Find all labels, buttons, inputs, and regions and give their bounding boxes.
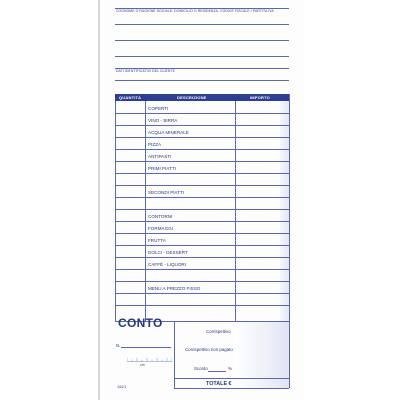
row-rule	[115, 197, 289, 198]
item-label: FRUTTA	[148, 238, 166, 243]
row-rule	[115, 257, 289, 258]
item-label: CONTORNI	[148, 214, 173, 219]
conto-title: CONTO	[118, 316, 163, 330]
item-label: PRIMI PIATTI	[148, 166, 176, 171]
item-label: DOLCI - DESSERT	[148, 250, 188, 255]
amount-column-shade	[280, 101, 289, 321]
corrispettivo-non-pagato-label: Corrispettivo non pagato	[185, 347, 233, 352]
header-rule-4	[115, 68, 289, 69]
page-edge-shadow	[98, 0, 100, 400]
row-rule	[115, 137, 289, 138]
receipt-number-label: N.	[116, 343, 121, 348]
item-label: ACQUA MINERALE	[148, 130, 189, 135]
item-label: MENÙ A PREZZO FISSO	[148, 286, 201, 291]
row-rule	[115, 233, 289, 234]
percent-sign: %	[228, 366, 232, 371]
footer-bottom-rule	[174, 388, 289, 389]
ruler-scale	[127, 358, 172, 362]
receipt-number-line	[121, 347, 171, 348]
row-rule	[115, 293, 289, 294]
customer-name-field-label: COGNOME O RAGIONE SOCIALE, DOMICILIO O RESIDENZA, CODICE FISCALE / PARTITA IVA	[116, 9, 274, 13]
row-rule	[115, 173, 289, 174]
header-rule-5	[115, 80, 289, 81]
item-label: CAFFÈ - LIQUORI	[148, 262, 187, 267]
row-rule	[115, 161, 289, 162]
row-rule	[115, 209, 289, 210]
item-label: VINO - BIRRA	[148, 118, 178, 123]
column-description: DESCRIZIONE	[177, 95, 207, 101]
column-amount: IMPORTO	[250, 95, 270, 101]
totale-top-rule	[174, 378, 289, 379]
row-rule	[115, 149, 289, 150]
header-rule-3	[115, 56, 289, 57]
row-rule	[115, 113, 289, 114]
header-rule-1	[115, 24, 289, 25]
form-code: 1621	[117, 384, 127, 389]
item-label: COPERTI	[148, 106, 169, 111]
ruler-unit-label: cm	[140, 363, 145, 367]
column-quantity: QUANTITÀ	[119, 95, 142, 101]
totale-label: TOTALE €	[206, 381, 232, 387]
table-right-border	[289, 94, 290, 388]
item-label: ANTIPASTI	[148, 154, 172, 159]
row-rule	[115, 221, 289, 222]
row-rule	[115, 281, 289, 282]
header-rule-top	[115, 8, 289, 9]
customer-id-field-label: DATI IDENTIFICATIVI DEL CLIENTE	[116, 69, 175, 73]
row-rule	[115, 269, 289, 270]
item-label: SECONDI PIATTI	[148, 190, 185, 195]
header-rule-2	[115, 40, 289, 41]
item-label: PIZZA	[148, 142, 162, 147]
corrispettivo-label: Corrispettivo	[206, 329, 231, 334]
sconto-label: Sconto	[194, 366, 208, 371]
row-rule	[115, 245, 289, 246]
table-header-bar	[115, 94, 289, 101]
sconto-line	[208, 371, 226, 372]
row-rule	[115, 125, 289, 126]
quantity-column-divider	[145, 101, 146, 321]
item-label: FORMAGGI	[148, 226, 174, 231]
table-left-border	[115, 101, 116, 321]
row-rule	[115, 185, 289, 186]
row-rule	[115, 305, 289, 306]
